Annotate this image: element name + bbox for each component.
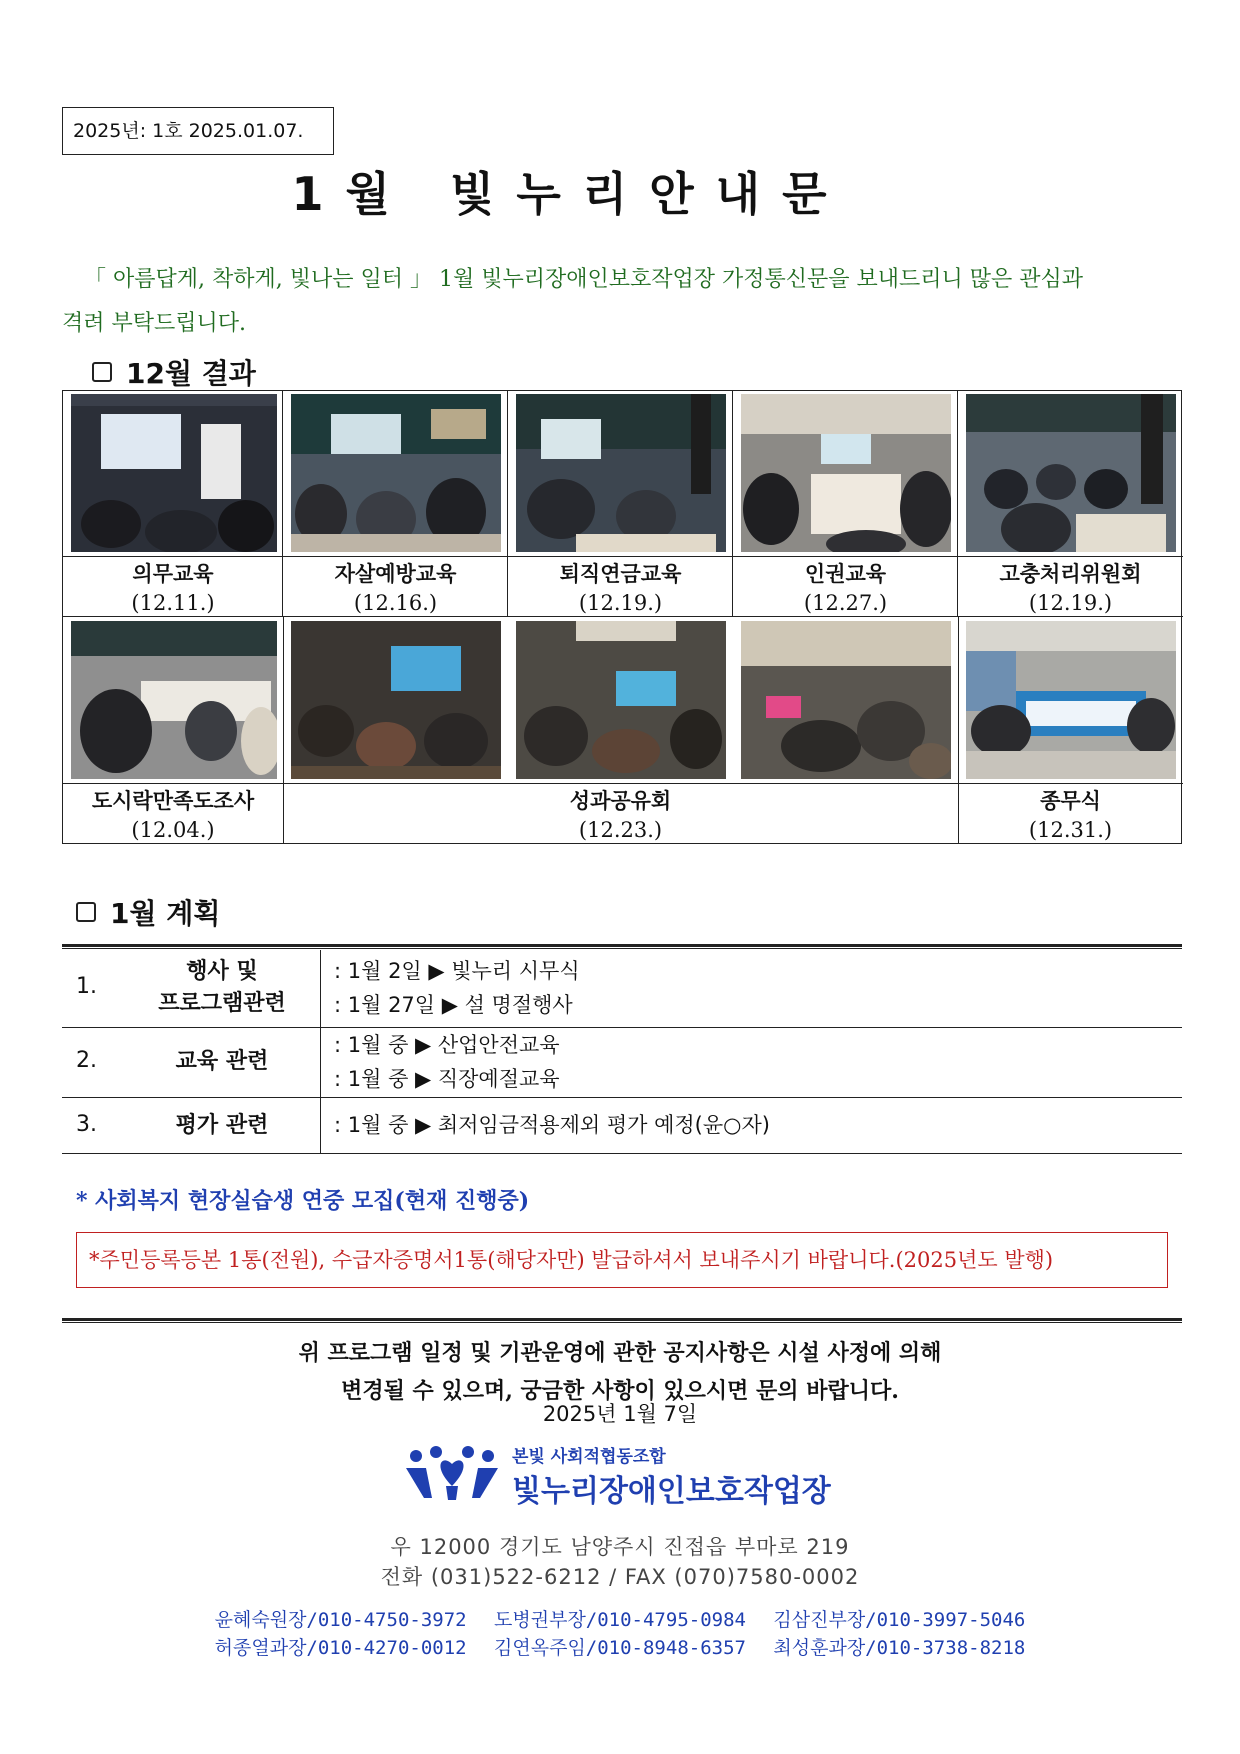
caption-human-rights xyxy=(733,559,958,617)
issue-number-box: 2025년: 1호 2025.01.07. xyxy=(62,107,334,155)
contact-entry: 김삼진부장/010-3997-5046 xyxy=(773,1609,1026,1631)
caption-name: 성과공유회 xyxy=(569,789,672,813)
plan-item: : 1월 중 ▶ 산업안전교육 xyxy=(334,1033,560,1057)
org-subtitle: 본빛 사회적협동조합 xyxy=(512,1447,666,1467)
contact-row-2 xyxy=(0,1634,1240,1662)
intro-text xyxy=(62,258,1190,346)
recruit-notice: * 사회복지 현장실습생 연중 모집(현재 진행중) xyxy=(76,1188,530,1214)
phone-fax: 전화 (031)522-6212 / FAX (070)7580-0002 xyxy=(380,1565,860,1589)
plan-category: 평가 관련 xyxy=(175,1113,269,1138)
caption-name: 종무식 xyxy=(1040,789,1101,813)
address: 우 12000 경기도 남양주시 진접읍 부마로 219 xyxy=(390,1535,850,1559)
caption-date: (12.19.) xyxy=(1028,591,1113,615)
plan-item: : 1월 중 ▶ 최저임금적용제외 평가 예정(윤○자) xyxy=(334,1113,770,1137)
plan-number: 3. xyxy=(76,1112,97,1137)
caption-suicide-prevention xyxy=(283,559,508,617)
plan-heading-text: 1월 계획 xyxy=(110,897,221,930)
photo-lunch-survey xyxy=(71,621,277,779)
contact-list xyxy=(0,1606,1240,1662)
plan-top-rule xyxy=(62,944,1182,949)
intro-line-2: 격려 부탁드립니다. xyxy=(62,311,247,336)
contact-entry: 윤혜숙원장/010-4750-3972 xyxy=(214,1609,467,1631)
footer-note-line-2: 변경될 수 있으며, 궁금한 사항이 있으시면 문의 바랍니다. xyxy=(341,1378,899,1404)
caption-name: 고충처리위원회 xyxy=(999,562,1142,586)
contact-entry: 최성훈과장/010-3738-8218 xyxy=(773,1637,1026,1659)
caption-date: (12.11.) xyxy=(131,591,215,615)
plan-items xyxy=(334,1028,560,1096)
contact-entry: 도병권부장/010-4795-0984 xyxy=(494,1609,746,1631)
plan-category-line-2: 프로그램관련 xyxy=(158,991,286,1016)
results-heading xyxy=(92,352,256,392)
plan-category-line-1: 행사 및 xyxy=(186,959,258,984)
plan-category: 교육 관련 xyxy=(175,1049,269,1074)
footer-date: 2025년 1월 7일 xyxy=(542,1402,698,1426)
caption-performance-sharing xyxy=(283,786,958,844)
plan-item: : 1월 2일 ▶ 빛누리 시무식 xyxy=(334,959,580,983)
photo-closing-ceremony xyxy=(966,621,1176,779)
plan-row-2 xyxy=(62,1028,1182,1098)
photo-grievance-committee xyxy=(966,394,1176,552)
results-heading-text: 12월 결과 xyxy=(126,357,256,390)
org-name: 빛누리장애인보호작업장 xyxy=(512,1474,831,1509)
caption-date: (12.31.) xyxy=(1028,818,1113,842)
caption-date: (12.23.) xyxy=(578,818,663,842)
contact-entry: 김연옥주임/010-8948-6357 xyxy=(494,1637,746,1659)
checkbox-square-icon xyxy=(76,902,96,922)
plan-heading xyxy=(76,892,220,932)
contact-entry: 허종열과장/010-4270-0012 xyxy=(214,1637,467,1659)
checkbox-square-icon xyxy=(92,362,112,382)
caption-date: (12.19.) xyxy=(578,591,663,615)
document-request-notice: *주민등록등본 1통(전원), 수급자증명서1통(해당자만) 발급하셔서 보내주시기 바랍니다.(2025년도 발행) xyxy=(76,1232,1168,1288)
photo-duty-education xyxy=(71,394,277,552)
photo-suicide-prevention xyxy=(291,394,501,552)
plan-category xyxy=(142,956,302,1020)
photo-performance-sharing-3 xyxy=(741,621,951,779)
plan-row-1 xyxy=(62,950,1182,1028)
caption-name: 도시락만족도조사 xyxy=(91,789,255,813)
plan-number: 1. xyxy=(76,974,97,999)
caption-closing-ceremony xyxy=(958,786,1183,844)
page-title: 1월 빛누리안내문 xyxy=(291,167,849,221)
plan-item: : 1월 27일 ▶ 설 명절행사 xyxy=(334,993,573,1017)
plan-items xyxy=(334,954,580,1022)
intro-line-1: 「 아름답게, 착하게, 빛나는 일터 」 1월 빛누리장애인보호작업장 가정통신문을 보내드리니 많은 관심과 xyxy=(84,267,1083,292)
plan-row-3 xyxy=(62,1098,1182,1154)
caption-lunch-survey xyxy=(63,786,283,844)
photo-performance-sharing-1 xyxy=(291,621,501,779)
footer-rule xyxy=(62,1318,1182,1323)
caption-grievance-committee xyxy=(958,559,1183,617)
plan-items xyxy=(334,1108,770,1142)
caption-name: 자살예방교육 xyxy=(334,562,457,586)
caption-name: 인권교육 xyxy=(804,562,887,586)
caption-date: (12.16.) xyxy=(353,591,438,615)
caption-date: (12.04.) xyxy=(131,818,215,842)
caption-date: (12.27.) xyxy=(803,591,888,615)
plan-item: : 1월 중 ▶ 직장예절교육 xyxy=(334,1067,560,1091)
caption-duty-education xyxy=(63,559,283,617)
caption-name: 퇴직연금교육 xyxy=(559,562,682,586)
photo-human-rights xyxy=(741,394,951,552)
caption-retirement-pension xyxy=(508,559,733,617)
footer-note-line-1: 위 프로그램 일정 및 기관운영에 관한 공지사항은 시설 사정에 의해 xyxy=(298,1340,942,1366)
address-block xyxy=(0,1532,1240,1592)
plan-number: 2. xyxy=(76,1048,97,1073)
results-photo-grid xyxy=(62,390,1182,844)
contact-row-1 xyxy=(0,1606,1240,1634)
org-logo-icon xyxy=(402,1442,502,1502)
photo-performance-sharing-2 xyxy=(516,621,726,779)
caption-name: 의무교육 xyxy=(132,562,214,586)
photo-retirement-pension xyxy=(516,394,726,552)
